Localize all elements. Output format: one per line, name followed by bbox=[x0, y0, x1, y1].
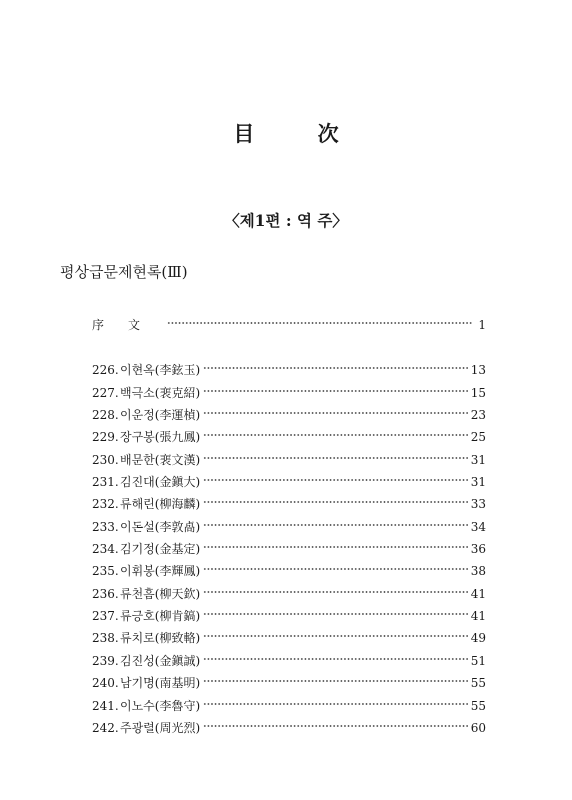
toc-leader-dots bbox=[203, 656, 468, 662]
toc-entry-name: 류천흠(柳天欽) bbox=[120, 586, 201, 601]
toc-entry-name: 남기명(南基明) bbox=[120, 676, 201, 691]
toc-entry-name: 류치로(柳致輅) bbox=[120, 631, 201, 646]
toc-entry-name: 김진대(金鎭大) bbox=[120, 475, 201, 490]
toc-entry-number: 229. bbox=[92, 430, 119, 445]
toc-row[interactable] bbox=[92, 493, 486, 515]
toc-entries bbox=[92, 359, 486, 739]
toc-preface-label: 序文 bbox=[92, 318, 165, 332]
toc-leader-dots bbox=[203, 589, 468, 595]
toc-entry-number: 238. bbox=[92, 631, 119, 646]
toc-page-number: 41 bbox=[470, 609, 486, 624]
toc-page-number: 23 bbox=[470, 408, 486, 423]
toc-page-number: 41 bbox=[470, 586, 486, 601]
toc-leader-dots bbox=[203, 365, 468, 371]
toc-entry-name: 이휘봉(李輝鳳) bbox=[120, 564, 201, 579]
toc-leader-dots bbox=[203, 410, 468, 416]
toc-entry-number: 228. bbox=[92, 408, 119, 423]
toc-leader-dots bbox=[203, 723, 468, 729]
toc-leader-dots bbox=[203, 678, 468, 684]
toc-entry-name: 이운정(李運楨) bbox=[120, 408, 201, 423]
toc-page-number: 34 bbox=[470, 519, 486, 534]
toc-entry-number: 242. bbox=[92, 720, 119, 735]
toc-row[interactable] bbox=[92, 650, 486, 672]
toc-leader-dots bbox=[203, 499, 468, 505]
toc-row[interactable] bbox=[92, 695, 486, 717]
toc-entry-number: 239. bbox=[92, 653, 119, 668]
toc-page-number: 33 bbox=[470, 497, 486, 512]
section-title: 평상급문제현록(Ⅲ) bbox=[60, 263, 188, 281]
toc-leader-dots bbox=[203, 455, 468, 461]
toc-page-number: 55 bbox=[470, 676, 486, 691]
toc-entry-name: 주광렬(周光烈) bbox=[120, 720, 201, 735]
toc-entry-number: 237. bbox=[92, 609, 119, 624]
toc-entry-number: 227. bbox=[92, 385, 119, 400]
toc-entry-name: 이돈설(李敦卨) bbox=[120, 519, 201, 534]
toc-page-number: 31 bbox=[470, 475, 486, 490]
toc-entry-name: 백극소(裵克紹) bbox=[120, 385, 201, 400]
toc-page-number: 1 bbox=[478, 318, 486, 332]
toc-row-preface[interactable] bbox=[92, 314, 486, 336]
toc-entry-number: 241. bbox=[92, 698, 119, 713]
toc-row[interactable] bbox=[92, 449, 486, 471]
part-title: 〈제1편 : 역 주〉 bbox=[224, 211, 348, 230]
toc-entry-name: 장구봉(張九鳳) bbox=[120, 430, 201, 445]
toc-entry-number: 235. bbox=[92, 564, 119, 579]
toc-leader-dots bbox=[203, 701, 468, 707]
toc-row[interactable] bbox=[92, 538, 486, 560]
toc-entry-number: 233. bbox=[92, 519, 119, 534]
toc-entry-number: 240. bbox=[92, 676, 119, 691]
toc-row[interactable] bbox=[92, 627, 486, 649]
table-of-contents bbox=[92, 314, 486, 739]
toc-entry-number: 236. bbox=[92, 586, 119, 601]
toc-page-number: 25 bbox=[470, 430, 486, 445]
toc-leader-dots bbox=[203, 388, 468, 394]
toc-page-number: 60 bbox=[470, 720, 486, 735]
toc-entry-name: 김기정(金基定) bbox=[120, 542, 201, 557]
toc-leader-dots bbox=[203, 544, 468, 550]
toc-entry-number: 234. bbox=[92, 542, 119, 557]
toc-row[interactable] bbox=[92, 426, 486, 448]
toc-page-number: 13 bbox=[470, 363, 486, 378]
toc-entry-number: 231. bbox=[92, 475, 119, 490]
toc-leader-dots bbox=[203, 522, 468, 528]
page-title: 目 次 bbox=[233, 121, 367, 146]
toc-page-number: 51 bbox=[470, 653, 486, 668]
toc-row[interactable] bbox=[92, 605, 486, 627]
toc-leader-dots bbox=[203, 566, 468, 572]
toc-leader-dots bbox=[203, 477, 468, 483]
toc-leader-dots bbox=[203, 611, 468, 617]
toc-row[interactable] bbox=[92, 471, 486, 493]
toc-entry-name: 배문한(裵文漢) bbox=[120, 452, 201, 467]
toc-row[interactable] bbox=[92, 404, 486, 426]
toc-row[interactable] bbox=[92, 717, 486, 739]
toc-entry-name: 김진성(金鎭誠) bbox=[120, 653, 201, 668]
toc-row[interactable] bbox=[92, 516, 486, 538]
toc-entry-name: 류긍호(柳肯鎬) bbox=[120, 609, 201, 624]
toc-page-number: 38 bbox=[470, 564, 486, 579]
toc-page-number: 36 bbox=[470, 542, 486, 557]
toc-row[interactable] bbox=[92, 672, 486, 694]
toc-entry-name: 이노수(李魯守) bbox=[120, 698, 201, 713]
toc-entry-number: 226. bbox=[92, 363, 119, 378]
toc-page-number: 15 bbox=[470, 385, 486, 400]
toc-page-number: 49 bbox=[470, 631, 486, 646]
toc-page-number: 31 bbox=[470, 452, 486, 467]
toc-page-number: 55 bbox=[470, 698, 486, 713]
toc-row[interactable] bbox=[92, 382, 486, 404]
toc-leader-dots bbox=[203, 432, 468, 438]
toc-leader-dots bbox=[203, 633, 468, 639]
toc-gap bbox=[92, 336, 486, 359]
toc-row[interactable] bbox=[92, 560, 486, 582]
toc-row[interactable] bbox=[92, 583, 486, 605]
toc-entry-name: 류해린(柳海麟) bbox=[120, 497, 201, 512]
toc-row[interactable] bbox=[92, 359, 486, 381]
toc-entry-number: 232. bbox=[92, 497, 119, 512]
toc-entry-name: 이현옥(李鉉玉) bbox=[120, 363, 201, 378]
toc-leader-dots bbox=[167, 320, 473, 326]
toc-entry-number: 230. bbox=[92, 452, 119, 467]
